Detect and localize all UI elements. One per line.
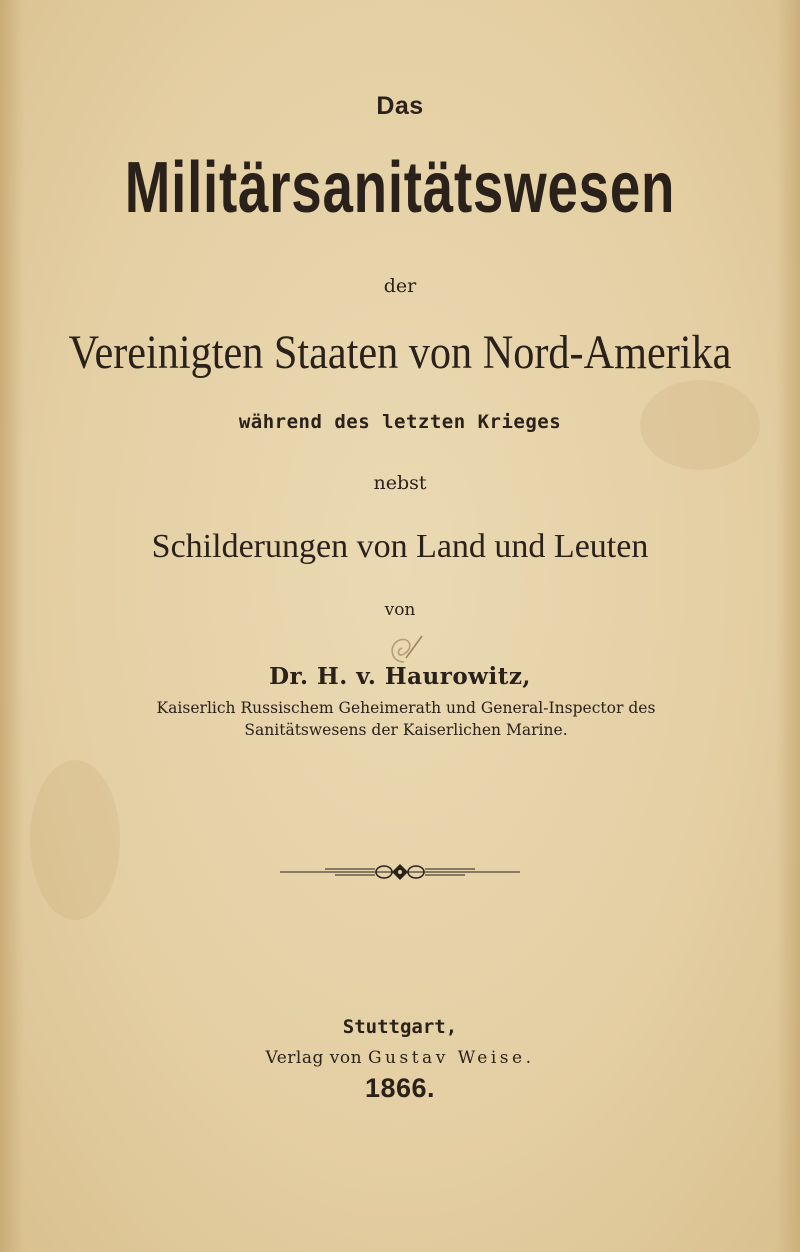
author-name: Dr. H. v. Haurowitz, bbox=[269, 663, 531, 690]
title-connector: der bbox=[383, 275, 417, 297]
author-position: Kaiserlich Russischem Geheimerath und General-Inspector des Sanitätswesens der Kaiserlichen Marine. bbox=[156, 698, 656, 739]
publisher-name: Gustav Weise. bbox=[367, 1048, 535, 1068]
period-line: während des letzten Krieges bbox=[238, 411, 562, 433]
publisher-prefix: Verlag von bbox=[265, 1048, 363, 1068]
conjunction-line: nebst bbox=[373, 472, 427, 494]
decorative-rule-icon bbox=[280, 858, 520, 884]
paper-stain bbox=[30, 760, 120, 920]
library-monogram-icon bbox=[384, 632, 426, 666]
main-title: Militärsanitätswesen bbox=[124, 148, 676, 228]
title-article: Das bbox=[376, 92, 424, 120]
publisher-line bbox=[0, 1048, 800, 1068]
publication-place: Stuttgart, bbox=[342, 1016, 458, 1038]
by-line: von bbox=[384, 600, 416, 620]
subtitle: Vereinigten Staaten von Nord-Amerika bbox=[68, 326, 732, 379]
publication-year: 1866. bbox=[364, 1073, 436, 1103]
secondary-title: Schilderungen von Land und Leuten bbox=[151, 528, 649, 565]
